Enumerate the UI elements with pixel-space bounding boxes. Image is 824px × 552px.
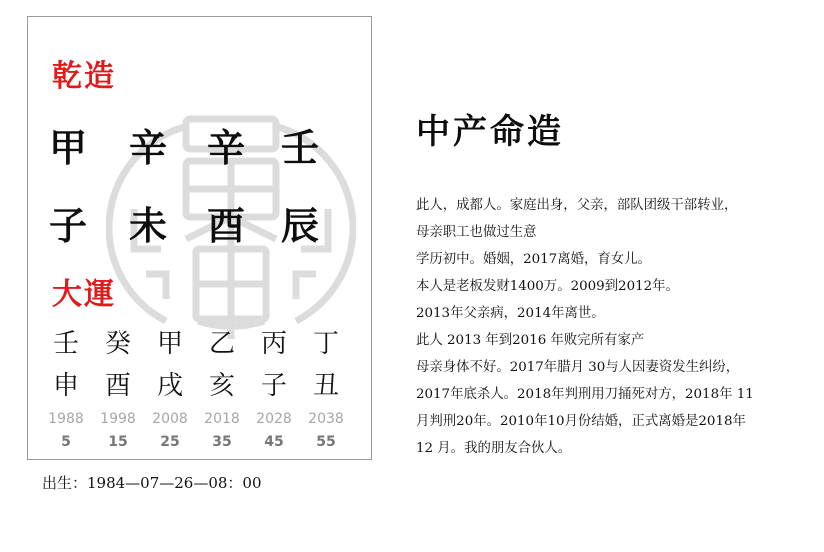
- luck-branch: 酉: [104, 371, 131, 401]
- luck-branch: 丑: [312, 371, 339, 401]
- pillar-branch: 酉: [206, 203, 245, 248]
- pillar-stem: 辛: [128, 125, 167, 170]
- luck-stem: 壬: [52, 329, 79, 359]
- luck-ages-row: [28, 434, 373, 454]
- pillar-branch: 子: [48, 203, 87, 248]
- luck-year: 2018: [204, 411, 240, 427]
- luck-label: 大運: [52, 277, 116, 312]
- luck-stem: 甲: [156, 329, 183, 359]
- luck-stem: 乙: [208, 329, 235, 359]
- bazi-chart-card: [27, 16, 372, 460]
- story-line: 此人 2013 年到2016 年败完所有家产: [416, 333, 645, 348]
- story-line: 月判刑20年。2010年10月份结婚，正式离婚是2018年: [416, 414, 746, 429]
- story-line: 此人，成都人。家庭出身，父亲，部队团级干部转业，: [416, 198, 738, 213]
- pillar-stem: 辛: [206, 125, 245, 170]
- luck-stems-row: [28, 323, 373, 359]
- luck-branch: 亥: [208, 371, 235, 401]
- pillar-branches-row: [28, 195, 373, 248]
- story-text: [416, 192, 816, 462]
- gender-label: 乾造: [52, 59, 116, 94]
- luck-age: 25: [160, 434, 180, 450]
- pillar-stem: 甲: [48, 125, 87, 170]
- luck-branches-row: [28, 365, 373, 401]
- luck-year: 2028: [256, 411, 292, 427]
- luck-year: 2038: [308, 411, 344, 427]
- luck-age: 45: [264, 434, 284, 450]
- pillar-stems-row: [28, 117, 373, 170]
- luck-stem: 癸: [104, 329, 131, 359]
- luck-age: 55: [316, 434, 336, 450]
- story-line: 学历初中。婚姻，2017离婚，育女儿。: [416, 252, 651, 267]
- story-line: 2017年底杀人。2018年判刑用刀捅死对方，2018年 11: [416, 387, 754, 402]
- luck-branch: 戌: [156, 371, 183, 401]
- luck-age: 35: [212, 434, 232, 450]
- story-line: 2013年父亲病，2014年离世。: [416, 306, 605, 321]
- pillar-branch: 未: [128, 203, 167, 248]
- pillar-branch: 辰: [280, 203, 319, 248]
- luck-stem: 丙: [260, 329, 287, 359]
- page-title: 中产命造: [416, 112, 564, 152]
- story-line: 本人是老板发财1400万。2009到2012年。: [416, 279, 679, 294]
- luck-age: 15: [108, 434, 128, 450]
- luck-age: 5: [61, 434, 71, 450]
- story-line: 12 月。我的朋友合伙人。: [416, 441, 572, 456]
- pillar-stem: 壬: [280, 125, 319, 170]
- story-line: 母亲身体不好。2017年腊月 30与人因妻资发生纠纷，: [416, 360, 740, 375]
- luck-year: 1998: [100, 411, 136, 427]
- luck-year: 2008: [152, 411, 188, 427]
- luck-branch: 子: [260, 371, 287, 401]
- story-line: 母亲职工也做过生意: [416, 225, 537, 240]
- birth-datetime: 出生：1984—07—26—08：00: [42, 474, 262, 492]
- luck-stem: 丁: [312, 329, 339, 359]
- luck-branch: 申: [52, 371, 79, 401]
- luck-years-row: [28, 411, 373, 431]
- luck-year: 1988: [48, 411, 84, 427]
